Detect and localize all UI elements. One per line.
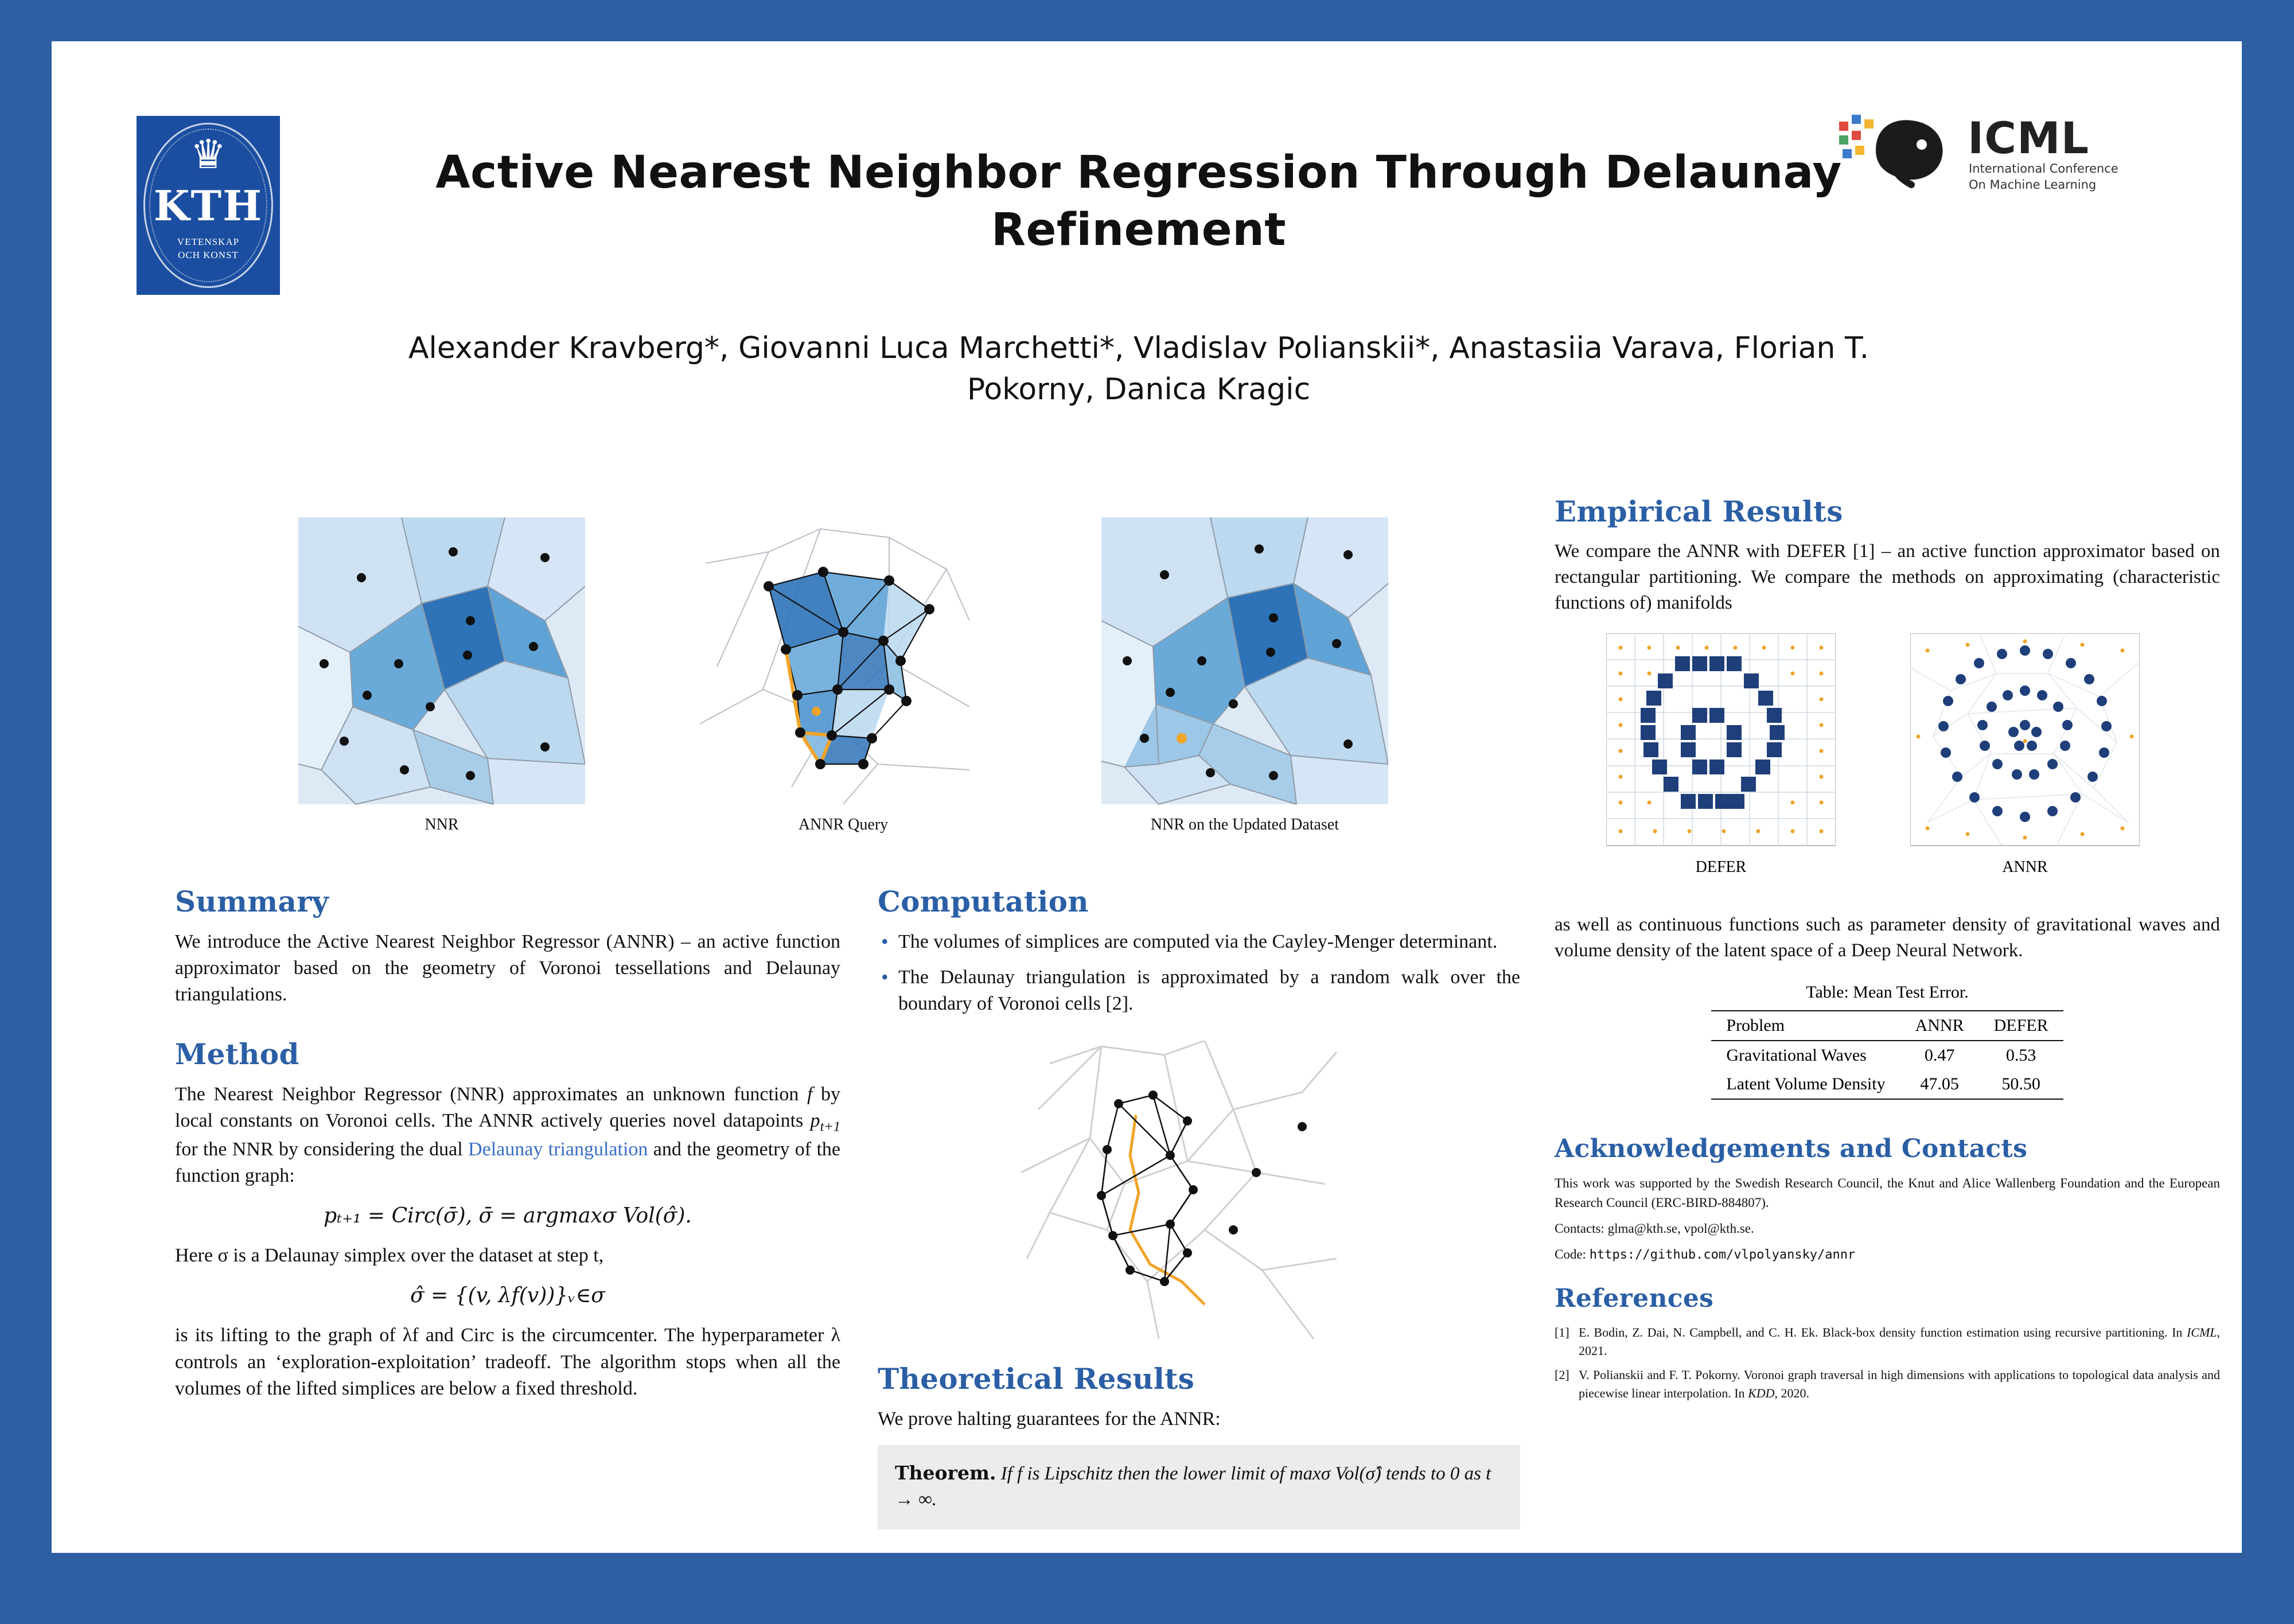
- reference-year: , 2020.: [1774, 1385, 1810, 1400]
- table-cell-annr: 47.05: [1900, 1070, 1979, 1099]
- theoretical-lead: We prove halting guarantees for the ANNR:: [878, 1408, 1221, 1430]
- figure-defer-graphic: [1606, 633, 1836, 851]
- delaunay-triangulation-link[interactable]: Delaunay triangulation: [468, 1138, 648, 1160]
- kth-logo-motto: VETENSKAP OCH KONST: [177, 236, 240, 260]
- table-cell-problem: Latent Volume Density: [1711, 1070, 1900, 1099]
- figure-defer-caption: DEFER: [1695, 858, 1747, 876]
- kth-logo-inner-ring: [149, 128, 267, 282]
- code-line: [1555, 1245, 2220, 1264]
- method-p1-d: and the geometry of the function graph:: [175, 1138, 841, 1186]
- empirical-paragraph-1: We compare the ANNR with DEFER [1] – an active function approximator based on rectangular partitioning. We compare the methods on approximating (characteristic functions of) manifolds: [1555, 541, 2220, 613]
- theorem-box: [878, 1445, 1520, 1529]
- method-p1-b: by local constants on Voronoi cells. The ANNR actively queries novel datapoints: [175, 1083, 840, 1131]
- reference-text: E. Bodin, Z. Dai, N. Campbell, and C. H. Ek. Black-box density function estimation using recursive partitioning. In: [1579, 1325, 2187, 1340]
- kth-logo: [137, 116, 280, 295]
- contacts-line: [1555, 1219, 2220, 1238]
- table-header-problem: Problem: [1711, 1011, 1900, 1041]
- empirical-figure-row: [1555, 633, 2220, 891]
- method-formula-2: σ̂ = {(v, λf(v))}ᵥ∈σ: [410, 1284, 605, 1308]
- figure-annr-query-graphic: [700, 517, 987, 810]
- theorem-label: Theorem.: [895, 1461, 996, 1484]
- table-cell-defer: 0.53: [2005, 1046, 2036, 1065]
- code-url[interactable]: https://github.com/vlpolyansky/annr: [1589, 1248, 1856, 1263]
- contacts-label: Contacts:: [1555, 1221, 1604, 1236]
- empirical-paragraph-2: as well as continuous functions such as parameter density of gravitational waves and volume density of the latent space of a Deep Neural Network.: [1555, 914, 2220, 961]
- figure-nnr-caption: NNR: [424, 816, 459, 834]
- list-item: [1555, 1323, 2220, 1360]
- results-table: [1711, 1010, 2063, 1100]
- method-paragraph-3: is its lifting to the graph of λf and Circ is the circumcenter. The hyperparameter λ controls an ‘exploration-exploitation’ tradeoff. The algorithm stops when all the volumes of the lifted simplices are below a fixed threshold.: [175, 1325, 840, 1399]
- contacts-value: glma@kth.se, vpol@kth.se.: [1607, 1221, 1754, 1236]
- method-heading: Method: [175, 1037, 299, 1071]
- table-cell-annr: 0.47: [1924, 1046, 1955, 1065]
- figure-row: [298, 517, 1446, 839]
- summary-heading: Summary: [175, 885, 329, 918]
- column-left: [175, 885, 840, 1415]
- table-cell-defer: 50.50: [1979, 1070, 2063, 1099]
- figure-voronoi-walk-graphic: [1015, 1041, 1382, 1350]
- method-p1-a: The Nearest Neighbor Regressor (NNR) approximates an unknown function: [175, 1083, 807, 1105]
- table-row: [1711, 1041, 2063, 1070]
- code-label: Code:: [1555, 1247, 1586, 1262]
- figure-nnr: [298, 517, 585, 834]
- results-table-title: Table: Mean Test Error.: [1806, 983, 1969, 1002]
- figure-nnr-updated-graphic: [1101, 517, 1388, 810]
- table-header-annr: ANNR: [1900, 1011, 1979, 1041]
- author-list: Alexander Kravberg*, Giovanni Luca Marchetti*, Vladislav Polianskii*, Anastasiia Varava, Florian T. Pokorny, Danica Kragic: [408, 331, 1870, 407]
- poster-canvas: [52, 41, 2242, 1553]
- method-paragraph-2: Here σ is a Delaunay simplex over the dataset at step t,: [175, 1245, 604, 1267]
- table-cell-problem: Gravitational Waves: [1726, 1046, 1867, 1065]
- table-row: [1711, 1070, 2063, 1099]
- figure-annr-query-caption: ANNR Query: [798, 816, 889, 834]
- references-list: [1555, 1323, 2220, 1403]
- figure-nnr-updated: [1101, 517, 1388, 834]
- method-paragraph-1: The Nearest Neighbor Regressor (NNR) approximates an unknown function f by local constants on Voronoi cells. The ANNR actively queries novel datapoints $p_{t+1}$ for the NNR by considering the dual Delaunay triangulation and the geometry of the function graph:: [175, 1083, 841, 1186]
- computation-heading: Computation: [878, 885, 1089, 918]
- figure-voronoi-walk: [878, 1041, 1520, 1362]
- method-formula-1: pₜ₊₁ = Circ(σ̄), σ̄ = argmaxσ Vol(σ̂).: [324, 1204, 692, 1228]
- acknowledgements-text: This work was supported by the Swedish Research Council, the Knut and Alice Wallenberg Foundation and the European Research Council (ERC-BIRD-884807).: [1555, 1176, 2220, 1210]
- acknowledgements-heading: Acknowledgements and Contacts: [1555, 1134, 2028, 1164]
- list-item: • The Delaunay triangulation is approximated by a random walk over the boundary of Voronoi cells [2].: [878, 964, 1520, 1017]
- method-p1-c: for the NNR by considering the dual: [175, 1138, 469, 1160]
- figure-nnr-graphic: [298, 517, 585, 810]
- theoretical-heading: Theoretical Results: [878, 1361, 1195, 1396]
- reference-venue: KDD: [1748, 1385, 1775, 1400]
- figure-annr-query: [700, 517, 987, 834]
- list-item: • The volumes of simplices are computed via the Cayley-Menger determinant.: [878, 929, 1520, 955]
- icml-logo: [1836, 110, 2157, 193]
- kth-logo-letters: KTH: [153, 181, 263, 230]
- theorem-text: If f is Lipschitz then the lower limit of maxσ Vol(σ̂) tends to 0 as t → ∞.: [895, 1463, 1491, 1510]
- figure-annr: [1910, 633, 2140, 876]
- column-right: [1555, 494, 2220, 1408]
- reference-year: , 2021.: [1579, 1325, 2220, 1358]
- icml-logo-name: ICML: [1968, 112, 2090, 163]
- icml-logo-subtitle: International Conference On Machine Learning: [1969, 162, 2118, 192]
- empirical-heading: Empirical Results: [1555, 494, 1843, 528]
- reference-venue: ICML: [2186, 1325, 2217, 1340]
- figure-annr-caption: ANNR: [2002, 858, 2048, 876]
- crown-icon: ♛: [190, 133, 227, 177]
- figure-defer: [1606, 633, 1836, 876]
- references-heading: References: [1555, 1284, 1714, 1314]
- list-item: [1555, 1366, 2220, 1403]
- summary-text: We introduce the Active Nearest Neighbor Regressor (ANNR) – an active function approximator based on the geometry of Voronoi tessellations and Delaunay triangulations.: [175, 931, 840, 1006]
- figure-nnr-updated-caption: NNR on the Updated Dataset: [1150, 816, 1339, 834]
- column-middle: [878, 885, 1520, 1529]
- reference-text: V. Polianskii and F. T. Pokorny. Voronoi graph traversal in high dimensions with applications to topological data analysis and piecewise linear interpolation. In: [1579, 1368, 2220, 1400]
- figure-annr-graphic: [1910, 633, 2140, 851]
- reference-number: [2]: [1555, 1368, 1569, 1382]
- computation-bullet-list: [878, 929, 1520, 1018]
- reference-number: [1]: [1555, 1325, 1569, 1340]
- table-header-defer: DEFER: [1979, 1011, 2063, 1041]
- page-title: Active Nearest Neighbor Regression Through Delaunay Refinement: [435, 147, 1842, 256]
